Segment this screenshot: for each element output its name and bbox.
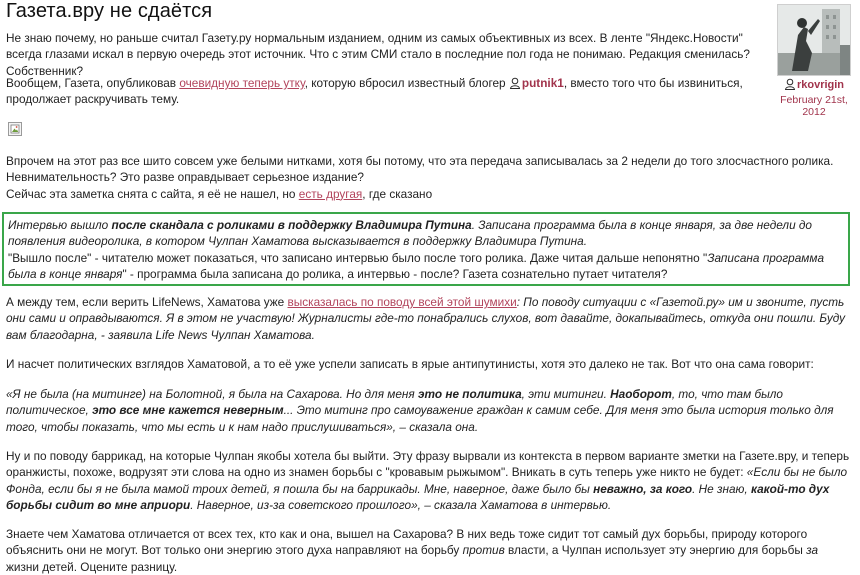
paragraph-1-text: Не знаю почему, но раньше считал Газету.ру нормальным изданием, одним из самых объективных из всех. В ленте "Яндекс.Новости" всегда глазами искал в первую очередь этот источник. Что с этим СМИ стало в последние пол года не понимаю. Редакция сменилась? Собственник? [6,31,750,78]
paragraph-views [6,356,851,372]
author-sidebar [772,4,856,118]
paragraph-difference [6,526,851,575]
quote-part-e: Записана программа была в конце января [8,250,825,281]
paragraph-barricades [6,448,851,513]
p7-e: какой-то дух борьбы сидит во мне априори [6,481,830,512]
paragraph-3b [6,186,851,202]
paragraph-2-text-a: Вообщем, Газета, опубликовав [6,76,180,90]
p7-d: . Не знаю, [692,481,751,496]
paragraph-blogger [6,75,768,108]
quote-part-a: Интервью вышло [8,218,112,232]
user-head-icon [784,78,796,90]
putnik1-user-link[interactable]: putnik1 [521,76,564,90]
p6-e: , то, что там было политическое, [6,387,783,418]
paragraph-2 [6,75,768,108]
quote-part-d: "Вышло после" - читателю может показаться, что записано интервью было после того ролика. Даже читая дальше непонятно " [8,250,708,265]
paragraph-8 [6,526,851,575]
quote-part-f: " - программа была записана до ролика, а интервью - после? Газета сознательно путает читателя? [122,266,668,281]
paragraph-4-text-b: : По поводу ситуации с «Газетой.ру» им и звоните, пусть они сами и оправдываются. Я в этом не участвую! Журналисты где-то понабрались слухов, вот давайте, докапывайтесь, откуда они пошли. Буду вам благодарна, - заявила Life News Чулпан Хаматова. [6,295,846,342]
p6-g: ... Это митинг про самоуважение граждан к самим себе. Для меня это была история только для того, чтобы показать, что мы есть и к нам надо прислушиваться», – сказала она. [6,403,834,434]
p8-d: за [806,543,819,558]
paragraph-sakharova-quote [6,386,851,435]
paragraph-intro [6,30,768,79]
p6-d: Наоборот [610,387,672,401]
quote-text-1 [8,217,844,250]
paragraph-4 [6,294,851,343]
paragraph-6 [6,386,851,435]
paragraph-2-text-c: , вместо того что бы извиниться, продолжает раскручивать тему. [6,76,743,107]
quote-part-c: . Записана программа была в конце января, за две недели до появления видеоролика, в котором Чулпан Хаматова высказывается в поддержку Владимира Путина. [8,218,812,249]
author-avatar[interactable] [777,4,851,76]
paragraph-3b-text-a: Сейчас эта заметка снята с сайта, я её не нашел, но [6,186,299,201]
paragraph-lifenews [6,294,851,343]
p7-b: «Если бы не было Фонда, если бы я не была мамой троих детей, я пошла бы на баррикады. Мне, наверное, даже было бы [6,465,848,496]
p6-f: это все мне кажется неверным [92,403,284,418]
p7-c: неважно, за кого [593,481,693,496]
paragraph-2-text-b: , которую вбросил известный блогер [304,76,509,90]
p8-a: Знаете чем Хаматова отличается от всех тех, кто как и она, вышел на Сахарова? В них ведь тоже сидит тот самый дух борьбы, природу которого объяснить они не могут. Вот только они энергию этого духа направляют на борьбу [6,527,808,558]
p7-a: Ну и по поводу баррикад, на которые Чулпан якобы хотела бы выйти. Эту фразу вырвали из контекста в первом варианте зметки на Газете.вру, и теперь оранжисты, похоже, водрузят эти слова на одно из знамен борьбы с "кровавым рыжымом". Вникать в суть теперь уже никто не будет: [6,449,850,480]
another-article-link[interactable]: есть другая [298,186,363,201]
user-head-icon [509,77,521,89]
p6-a: «Я не была (на митинге) на Болотной, я была на Сахарова. Но для меня [6,387,418,401]
paragraph-5-text: И насчет политических взглядов Хаматовой, а то её уже успели записать в ярые антипутинисты, хотя это далеко не так. Вот что она сама говорит: [6,357,814,371]
obvious-duck-link[interactable]: очевидную теперь утку [179,76,305,90]
p8-e: жизни детей. Оцените разницу. [6,559,178,574]
broken-image-icon [8,122,22,136]
paragraph-7 [6,448,851,513]
author-user-line [772,78,856,92]
paragraph-3b-text-c: , где сказано [362,186,433,201]
p8-c: власти, а Чулпан использует эту энергию для борьбы [504,543,807,558]
author-username-link[interactable]: rkovrigin [796,79,845,91]
p6-b: это не политика [418,387,522,401]
post-date: February 21st, 2012 [780,94,848,118]
commented-link[interactable]: высказалась по поводу всей этой шумихи [287,295,517,309]
post-title: Газета.вру не сдаётся [6,0,213,22]
quote-part-b: после скандала с роликами в поддержку Владимира Путина [111,218,472,232]
quote-text-2 [8,250,844,283]
paragraph-whitethreads [6,153,851,202]
quote-box [2,212,850,286]
paragraph-3a-text: Впрочем на этот раз все шито совсем уже белыми нитками, хотя бы потому, что эта передача записывалась за 2 недели до того злосчастного ролика. Невнимательность? Это разве оправдывает серьезное издание? [6,154,834,185]
p8-b: против [462,543,505,558]
p7-f: . Наверное, из-за советского прошлого», – сказала Хаматова в интервью. [190,497,612,512]
avatar-image [778,5,850,75]
paragraph-4-text-a: А между тем, если верить LifeNews, Хаматова уже [6,295,288,309]
p6-c: , эти митинги. [521,387,611,401]
